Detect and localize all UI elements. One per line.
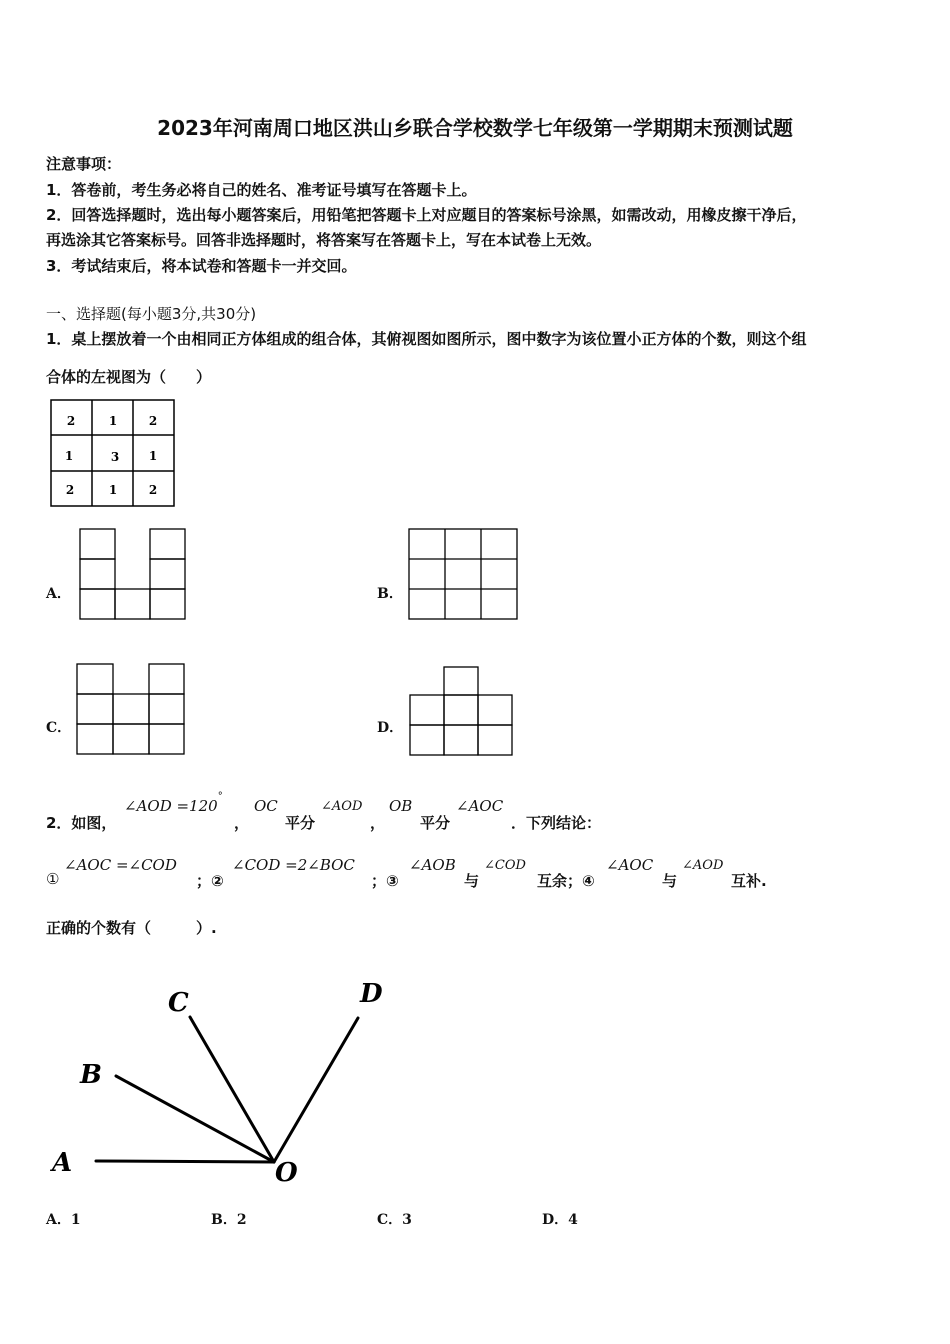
- answer-b[interactable]: B．2: [211, 1212, 247, 1228]
- grid-cell: 2: [148, 483, 158, 497]
- comma: ，: [370, 814, 386, 832]
- option-d-label[interactable]: D．: [377, 720, 404, 736]
- label-c: C: [168, 988, 189, 1018]
- conclusion-4-tail: 互补.: [731, 872, 767, 890]
- notice-item-3: 3．考试结束后，将本试卷和答题卡一并交回。: [46, 257, 357, 275]
- grid-cell: 1: [108, 483, 118, 497]
- grid-cell: 2: [148, 414, 158, 428]
- conclusion-3a: ∠AOB: [409, 856, 456, 874]
- q2-aod-small: ∠AOD: [321, 799, 363, 814]
- conclusion-1-mark: ①: [46, 870, 60, 888]
- notice-item-1: 1．答卷前，考生务必将自己的姓名、准考证号填写在答题卡上。: [46, 181, 477, 199]
- q2-aoc-small: ∠AOC: [456, 797, 504, 815]
- q2-cond-aod-text: ∠AOD =120: [124, 797, 218, 815]
- notice-heading: 注意事项：: [46, 155, 122, 173]
- answer-a[interactable]: A．1: [46, 1212, 81, 1228]
- grid-cell: 3: [110, 450, 120, 464]
- conclusion-2: ∠COD =2∠BOC: [232, 856, 355, 874]
- grid-cell: 2: [65, 483, 75, 497]
- q2-prefix: 2．如图，: [46, 814, 117, 832]
- option-c-label[interactable]: C．: [46, 720, 72, 736]
- grid-cell: 1: [148, 449, 158, 463]
- grid-cell: 2: [66, 414, 76, 428]
- angle-figure: [40, 975, 420, 1190]
- label-d: D: [360, 979, 383, 1009]
- conclusion-1: ∠AOC =∠COD: [64, 856, 177, 874]
- conclusion-3b: ∠COD: [484, 858, 526, 873]
- label-o: O: [275, 1158, 298, 1188]
- q2-bisect-1: 平分: [285, 814, 316, 832]
- comma: ，: [234, 814, 250, 832]
- option-b-label[interactable]: B．: [377, 586, 403, 602]
- ray-od: [274, 1018, 358, 1162]
- q1-stem-line2: 合体的左视图为（ ）: [46, 368, 212, 386]
- answer-d[interactable]: D．4: [542, 1212, 578, 1228]
- option-a-label[interactable]: A．: [46, 586, 71, 602]
- degree-sign: °: [217, 791, 223, 802]
- conclusion-2-mark: ；②: [196, 872, 224, 890]
- notice-item-2: 2．回答选择题时，选出每小题答案后，用铅笔把答题卡上对应题目的答案标号涂黑，如需改动，用橡皮擦干净后，: [46, 206, 807, 224]
- with-2: 与: [662, 872, 678, 890]
- conclusion-4a: ∠AOC: [606, 856, 654, 874]
- conclusion-4b: ∠AOD: [682, 858, 724, 873]
- q2-ob: OB: [389, 797, 413, 815]
- q2-tail: ．下列结论：: [511, 814, 602, 832]
- option-d-figure: [408, 665, 516, 758]
- with-1: 与: [464, 872, 480, 890]
- q2-bisect-2: 平分: [420, 814, 451, 832]
- option-c-figure: [75, 662, 187, 757]
- q2-cond-aod: [124, 791, 223, 815]
- grid-cell: 1: [64, 449, 74, 463]
- conclusion-3-tail: 互余；④: [537, 872, 595, 890]
- q2-question: 正确的个数有（ ）.: [46, 919, 217, 937]
- option-b-figure: [407, 527, 520, 622]
- page-title: 2023年河南周口地区洪山乡联合学校数学七年级第一学期期末预测试题: [157, 116, 793, 140]
- section-heading: 一、选择题(每小题3分,共30分): [46, 305, 257, 323]
- grid-cell: 1: [108, 414, 118, 428]
- q1-stem-line1: 1．桌上摆放着一个由相同正方体组成的组合体，其俯视图如图所示，图中数字为该位置小正方体的个数，则这个组: [46, 330, 807, 348]
- conclusion-3-mark: ；③: [371, 872, 399, 890]
- answer-c[interactable]: C．3: [377, 1212, 412, 1228]
- option-a-figure: [78, 527, 188, 622]
- notice-item-2-cont: 再选涂其它答案标号。回答非选择题时，将答案写在答题卡上，写在本试卷上无效。: [46, 231, 602, 249]
- ray-oa: [96, 1161, 274, 1162]
- q2-oc: OC: [254, 797, 278, 815]
- top-view-grid: [48, 397, 178, 509]
- label-a: A: [52, 1148, 73, 1178]
- label-b: B: [80, 1060, 102, 1090]
